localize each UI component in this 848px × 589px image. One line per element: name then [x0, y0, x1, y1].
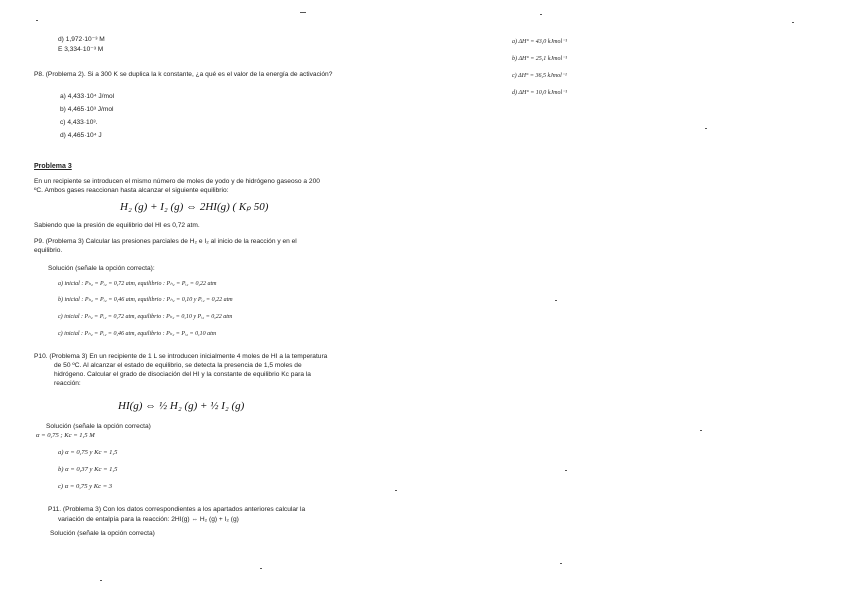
- paragraph-line: ºC. Ambos gases reaccionan hasta alcanzar el siguiente equilibrio:: [34, 187, 229, 194]
- option-a: a) inicial : Pₕ₂ = Pᵢ₂ = 0,72 atm, equilibrio : Pₕ₂ = Pᵢ₂ = 0,22 atm: [58, 281, 217, 287]
- solution-label: Solución (señale la opción correcta): [50, 530, 155, 537]
- option-b: b) ΔH° = 25,1 kJmol⁻¹: [512, 56, 568, 62]
- option-d: d) 4,465·10⁴ J: [60, 132, 102, 139]
- scan-speck: [792, 22, 794, 23]
- scan-speck: [100, 580, 102, 581]
- option-c: c) 4,433·10³.: [60, 119, 98, 126]
- question-p9: P9. (Problema 3) Calcular las presiones parciales de H₂ e I₂ al inicio de la reacción y en el: [34, 238, 297, 245]
- scan-speck: [260, 568, 262, 569]
- option-a: a) α = 0,75 y Kc = 1,5: [58, 449, 118, 456]
- section-heading: Problema 3: [34, 163, 72, 170]
- option-c: c) α = 0,75 y Kc = 3: [58, 483, 113, 490]
- scan-speck: [540, 14, 542, 15]
- scan-speck: [565, 470, 567, 471]
- scan-speck: [560, 563, 562, 564]
- paragraph-line: Sabiendo que la presión de equilibrio del HI es 0,72 atm.: [34, 222, 200, 229]
- option-b: b) inicial : Pₕ₂ = Pᵢ₂ = 0,46 atm, equilibrio : Pₕ₂ = 0,10 y Pᵢ₂ = 0,22 atm: [58, 297, 233, 303]
- question-p10: P10. (Problema 3) En un recipiente de 1 L se introducen inicialmente 4 moles de HI a la temperatura: [34, 353, 328, 360]
- option-c: c) ΔH° = 36,5 kJmol⁻¹: [512, 73, 567, 79]
- solution-label: Solución (señale la opción correcta): [46, 423, 151, 430]
- scan-speck: [705, 128, 707, 129]
- option-b: b) 4,465·10³ J/mol: [60, 106, 114, 113]
- answer-line: E 3,334·10⁻³ M: [58, 46, 104, 53]
- option-d: c) inicial : Pₕ₂ = Pᵢ₂ = 0,46 atm, equilibrio : Pₕ₂ = Pᵢ₂ = 0,10 atm: [58, 331, 217, 337]
- question-p10-cont: reacción:: [54, 380, 81, 387]
- paragraph-line: En un recipiente se introducen el mismo número de moles de yodo y de hidrógeno gaseoso a 200: [34, 178, 320, 185]
- answer-line: α = 0,75 ; Kc = 1,5 M: [36, 432, 95, 439]
- option-b: b) α = 0,37 y Kc = 1,5: [58, 466, 118, 473]
- scan-speck: [700, 430, 702, 431]
- solution-label: Solución (señale la opción correcta):: [48, 265, 155, 272]
- option-d: d) ΔH° = 10,0 kJmol⁻¹: [512, 90, 568, 96]
- question-p11: P11. (Problema 3) Con los datos correspondientes a los apartados anteriores calcular la: [48, 506, 306, 513]
- option-c: c) inicial : Pₕ₂ = Pᵢ₂ = 0,72 atm, equilibrio : Pₕ₂ = 0,10 y Pᵢ₂ = 0,22 atm: [58, 314, 233, 320]
- equilibrium-equation: H₂ (g) + I₂ (g) ⇔ 2HI(g) ( Kₚ 50): [120, 201, 269, 213]
- scan-speck: [300, 12, 306, 13]
- option-a: a) 4,433·10⁴ J/mol: [60, 93, 115, 100]
- question-p8: P8. (Problema 2). Si a 300 K se duplica la k constante, ¿a qué es el valor de la energía de activación?: [34, 71, 333, 78]
- question-p9-cont: equilibrio.: [34, 247, 63, 254]
- option-a: a) ΔH° = 43,0 kJmol⁻¹: [512, 39, 568, 45]
- scan-speck: [36, 20, 38, 21]
- question-p11-cont: variación de entalpía para la reacción: 2HI(g) ⇔ H₂ (g) + I₂ (g): [58, 516, 239, 523]
- question-p10-cont: hidrógeno. Calcular el grado de disociación del HI y la constante de equilibrio Kc para la: [54, 371, 311, 378]
- scan-speck: [395, 490, 397, 491]
- scan-speck: [555, 300, 557, 301]
- answer-line: d) 1,972·10⁻³ M: [58, 36, 105, 43]
- question-p10-cont: de 50 ºC. Al alcanzar el estado de equilibrio, se detecta la presencia de 1,5 moles de: [54, 362, 302, 369]
- dissociation-equation: HI(g) ⇔ ½ H₂ (g) + ½ I₂ (g): [118, 400, 245, 412]
